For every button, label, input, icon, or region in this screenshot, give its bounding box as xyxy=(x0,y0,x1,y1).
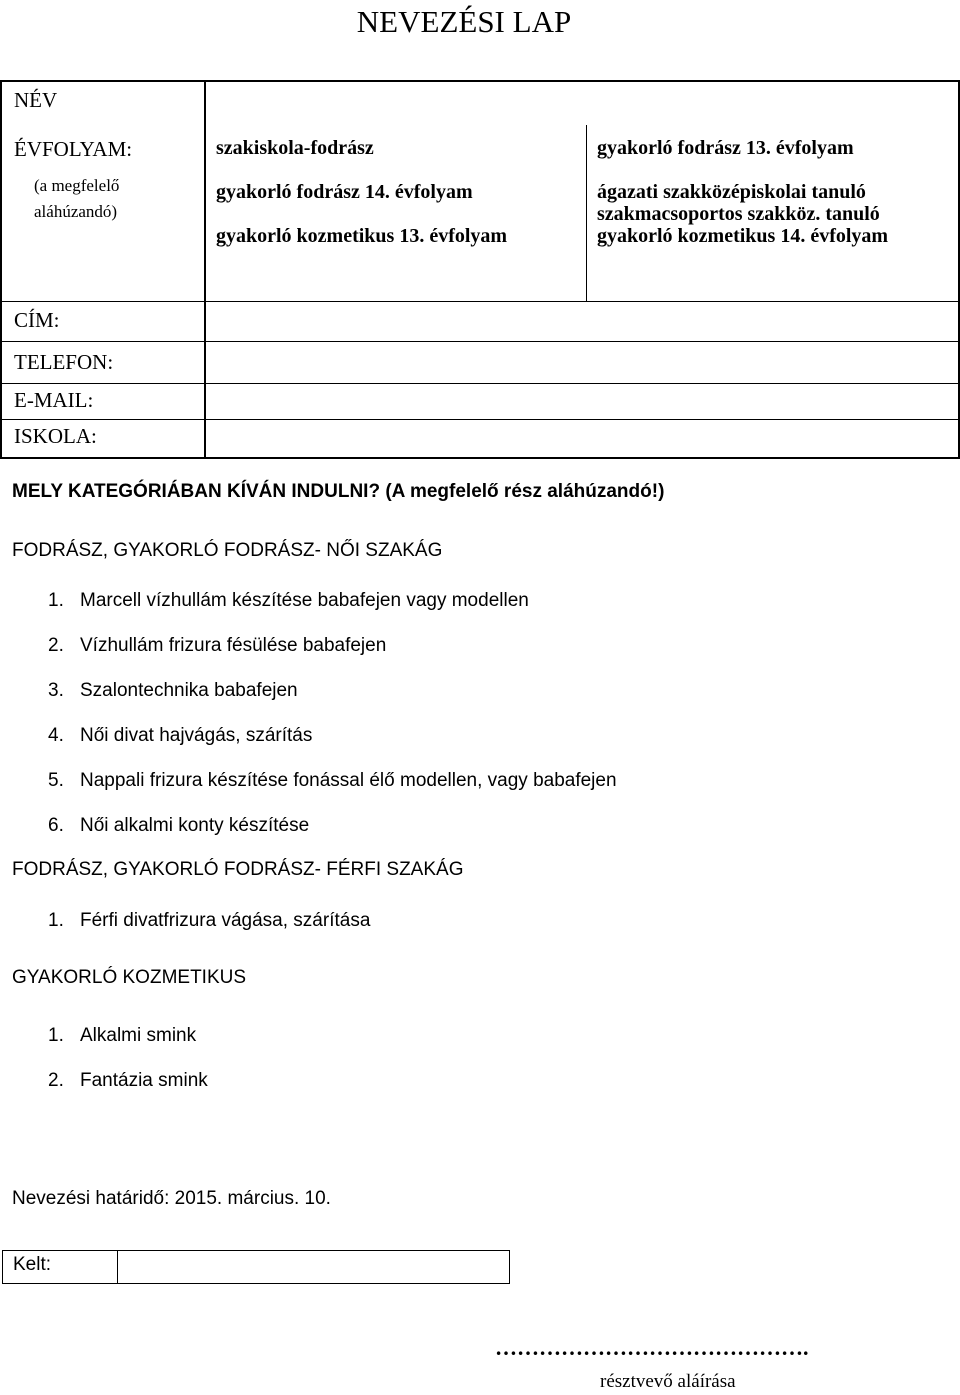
page-title: NEVEZÉSI LAP xyxy=(356,4,572,39)
item-text: Női divat hajvágás, szárítás xyxy=(80,725,313,746)
kelt-label: Kelt: xyxy=(3,1251,118,1283)
grade-label-cell xyxy=(1,125,205,302)
entry-form-table xyxy=(0,80,960,459)
signature-label: résztvevő aláírása xyxy=(600,1371,736,1392)
item-text: Fantázia smink xyxy=(80,1070,208,1091)
item-number: 1. xyxy=(48,910,64,931)
kelt-box xyxy=(2,1250,510,1284)
school-field[interactable] xyxy=(205,420,959,458)
category-item[interactable] xyxy=(48,1025,196,1047)
item-number: 5. xyxy=(48,770,64,791)
item-number: 1. xyxy=(48,590,64,611)
section-title: FODRÁSZ, GYAKORLÓ FODRÁSZ- NŐI SZAKÁG xyxy=(12,540,443,561)
kelt-field[interactable] xyxy=(118,1251,509,1283)
grade-option[interactable]: ágazati szakközépiskolai tanuló xyxy=(597,181,866,203)
section-title: FODRÁSZ, GYAKORLÓ FODRÁSZ- FÉRFI SZAKÁG xyxy=(12,859,464,880)
email-field[interactable] xyxy=(205,384,959,420)
grade-options-left xyxy=(206,125,587,301)
item-number: 4. xyxy=(48,725,64,746)
grade-hint-2: aláhúzandó) xyxy=(34,202,118,221)
category-item[interactable] xyxy=(48,770,617,792)
item-number: 1. xyxy=(48,1025,64,1046)
name-label: NÉV xyxy=(1,81,205,125)
category-question: MELY KATEGÓRIÁBAN KÍVÁN INDULNI? (A megfelelő rész aláhúzandó!) xyxy=(12,481,665,502)
grade-option[interactable]: szakiskola-fodrász xyxy=(216,137,374,159)
address-label: CÍM: xyxy=(1,302,205,342)
category-item[interactable] xyxy=(48,680,298,702)
item-text: Nappali frizura készítése fonással élő modellen, vagy babafejen xyxy=(80,770,617,791)
item-number: 6. xyxy=(48,815,64,836)
grade-options-cell xyxy=(205,125,959,302)
school-label: ISKOLA: xyxy=(1,420,205,458)
item-text: Vízhullám frizura fésülése babafejen xyxy=(80,635,387,656)
grade-option[interactable]: gyakorló fodrász 13. évfolyam xyxy=(597,137,854,159)
item-text: Szalontechnika babafejen xyxy=(80,680,298,701)
deadline-text: Nevezési határidő: 2015. március. 10. xyxy=(12,1188,331,1209)
grade-options-right xyxy=(587,125,959,301)
category-item[interactable] xyxy=(48,910,370,932)
grade-option[interactable]: gyakorló kozmetikus 13. évfolyam xyxy=(216,225,508,247)
grade-option[interactable]: szakmacsoportos szakköz. tanuló xyxy=(597,203,880,225)
category-item[interactable] xyxy=(48,635,386,657)
phone-field[interactable] xyxy=(205,342,959,384)
phone-label: TELEFON: xyxy=(1,342,205,384)
section-title: GYAKORLÓ KOZMETIKUS xyxy=(12,967,247,988)
item-text: Női alkalmi konty készítése xyxy=(80,815,310,836)
item-number: 2. xyxy=(48,635,64,656)
item-text: Férfi divatfrizura vágása, szárítása xyxy=(80,910,371,931)
grade-hint-1: (a megfelelő xyxy=(34,176,120,195)
category-item[interactable] xyxy=(48,1070,208,1092)
category-item[interactable] xyxy=(48,725,312,747)
grade-option[interactable]: gyakorló kozmetikus 14. évfolyam xyxy=(597,225,889,247)
category-item[interactable] xyxy=(48,815,309,837)
grade-option[interactable]: gyakorló fodrász 14. évfolyam xyxy=(216,181,473,203)
item-text: Alkalmi smink xyxy=(80,1025,197,1046)
signature-line: ……………………………………. xyxy=(495,1335,809,1360)
name-field[interactable] xyxy=(205,81,959,125)
email-label: E-MAIL: xyxy=(1,384,205,420)
item-text: Marcell vízhullám készítése babafejen vagy modellen xyxy=(80,590,529,611)
grade-options-table xyxy=(206,125,958,301)
address-field[interactable] xyxy=(205,302,959,342)
item-number: 3. xyxy=(48,680,64,701)
item-number: 2. xyxy=(48,1070,64,1091)
category-item[interactable] xyxy=(48,590,529,612)
grade-label: ÉVFOLYAM: xyxy=(14,137,133,161)
